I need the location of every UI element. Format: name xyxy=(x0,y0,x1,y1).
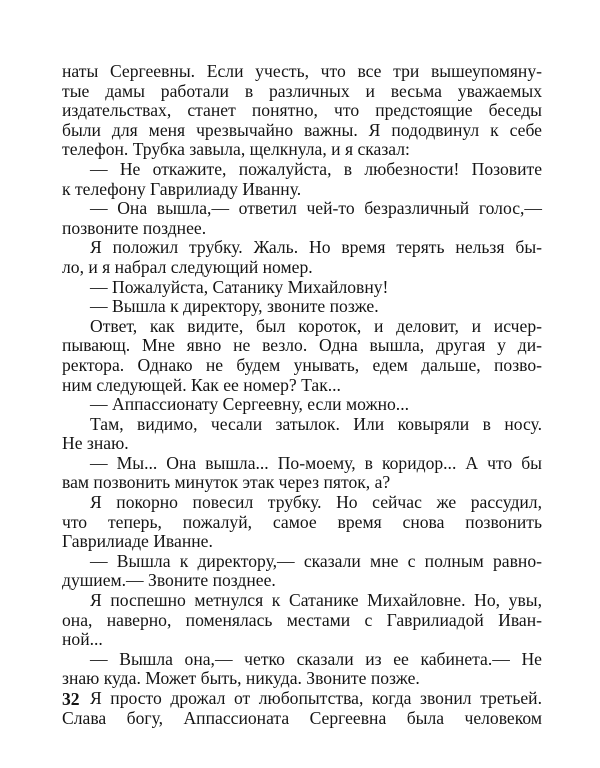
text-line: Ответ, как видите, был короток, и деловит, и исчер- xyxy=(90,315,542,336)
text-line: — Вышла к директору, звоните позже. xyxy=(90,296,379,317)
text-line: Я покорно повесил трубку. Но сейчас же рассудил, xyxy=(90,492,542,513)
text-line: вам позвонить минуток этак через пяток, а? xyxy=(62,472,391,493)
text-line: ло, и я набрал следующий номер. xyxy=(62,256,313,277)
text-line: душием.— Звоните позднее. xyxy=(62,570,276,591)
text-line: позвоните позднее. xyxy=(62,217,207,238)
text-line: телефон. Трубка завыла, щелкнула, и я сказал: xyxy=(62,139,410,160)
text-line: — Вышла к директору,— сказали мне с полным равно- xyxy=(90,550,542,571)
text-line: — Она вышла,— ответил чей-то безразличный голос,— xyxy=(90,198,542,219)
text-line: Не знаю. xyxy=(62,433,129,454)
text-line: ной... xyxy=(62,629,103,650)
text-line: что теперь, пожалуй, самое время снова позвонить xyxy=(62,511,542,532)
text-line: она, наверно, поменялась местами с Гаврилиадой Иван- xyxy=(62,609,542,630)
text-line: Слава богу, Аппассионата Сергеевна была человеком xyxy=(62,707,542,728)
body-text xyxy=(62,62,542,728)
text-line: наты Сергеевны. Если учесть, что все три вышеупомяну- xyxy=(62,61,542,81)
text-line: издательствах, станет понятно, что предстоящие беседы xyxy=(62,100,542,121)
text-line: Я положил трубку. Жаль. Но время терять нельзя бы- xyxy=(90,237,542,258)
text-line: Я поспешно метнулся к Сатанике Михайловне. Но, увы, xyxy=(90,590,542,611)
text-line: пывающ. Мне явно не везло. Одна вышла, другая у ди- xyxy=(62,335,542,356)
text-line: Я просто дрожал от любопытства, когда звонил третьей. xyxy=(90,688,542,708)
text-line: тые дамы работали в различных и весьма уважаемых xyxy=(62,80,542,101)
page-number: 32 xyxy=(62,689,80,709)
text-line: знаю куда. Может быть, никуда. Звоните позже. xyxy=(62,668,420,689)
text-line: к телефону Гаврилиаду Иванну. xyxy=(62,178,302,199)
text-line: ректора. Однако не будем унывать, едем дальше, позво- xyxy=(62,354,542,375)
text-line: — Вышла она,— четко сказали из ее кабинета.— Не xyxy=(90,648,542,669)
text-line: — Мы... Она вышла... По-моему, в коридор... А что бы xyxy=(90,452,542,473)
text-line: Гаврилиаде Иванне. xyxy=(62,531,213,552)
text-line: Там, видимо, чесали затылок. Или ковыряли в носу. xyxy=(90,413,542,434)
text-line: были для меня чрезвычайно важны. Я пододвинул к себе xyxy=(62,119,542,140)
text-line: ним следующей. Как ее номер? Так... xyxy=(62,374,341,395)
text-line: — Пожалуйста, Сатанику Михайловну! xyxy=(90,276,389,297)
text-line: — Аппассионату Сергеевну, если можно... xyxy=(90,394,410,415)
text-line: — Не откажите, пожалуйста, в любезности! Позовите xyxy=(90,158,542,179)
